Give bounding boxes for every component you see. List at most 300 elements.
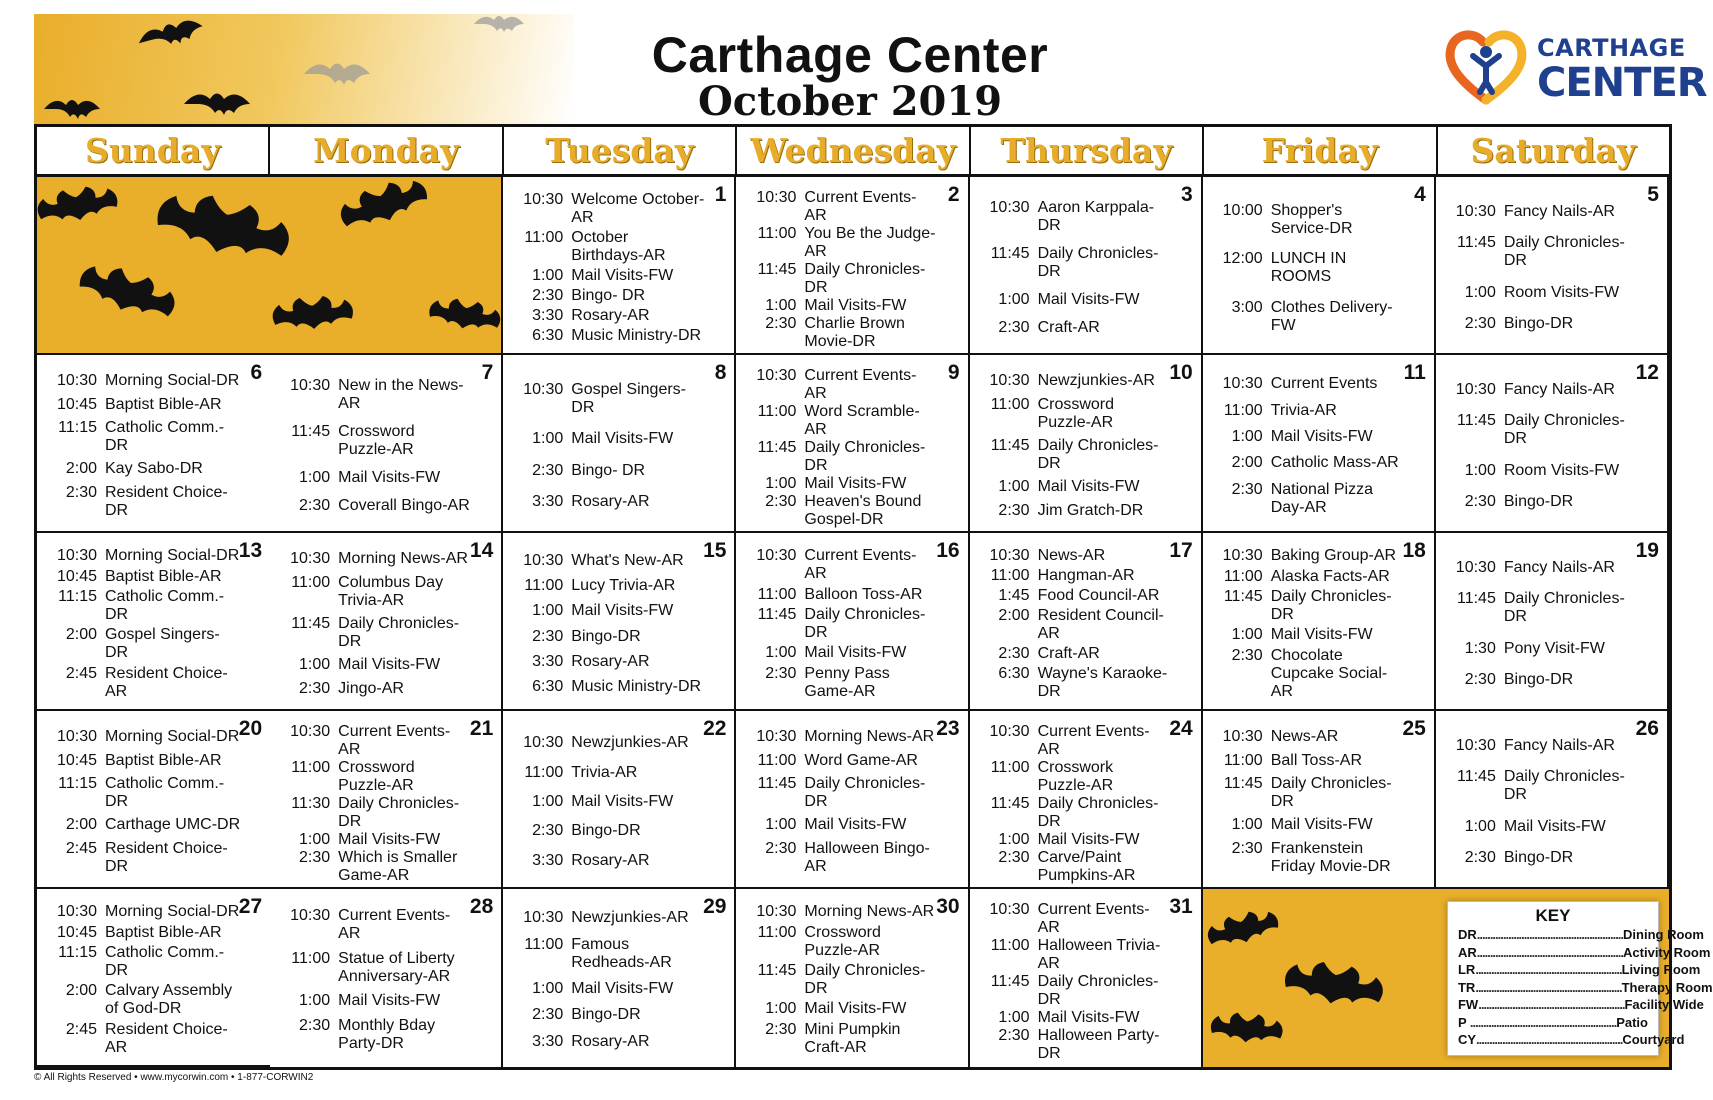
event-name: Penny Pass Game-AR bbox=[804, 664, 890, 700]
event-list bbox=[509, 189, 704, 347]
weekday-sunday: Sunday bbox=[37, 127, 270, 174]
event-time: 2:00 bbox=[65, 626, 97, 644]
event-time: 2:30 bbox=[532, 461, 564, 479]
event-item bbox=[276, 950, 471, 986]
day-cell bbox=[270, 711, 503, 889]
weekday-header bbox=[37, 127, 1669, 177]
event-time: 10:30 bbox=[989, 199, 1030, 216]
event-item bbox=[976, 199, 1171, 235]
event-time: 12:00 bbox=[1222, 250, 1263, 267]
event-item bbox=[276, 656, 471, 674]
event-name: Mail Visits-FW bbox=[338, 469, 441, 486]
event-item bbox=[276, 469, 471, 487]
event-name: Carve/Paint Pumpkins-AR bbox=[1037, 849, 1136, 884]
event-name: Baptist Bible-AR bbox=[105, 395, 222, 413]
event-time: 2:30 bbox=[299, 849, 331, 866]
event-item bbox=[1209, 816, 1404, 834]
event-item bbox=[276, 992, 471, 1010]
event-item bbox=[1209, 428, 1404, 446]
event-time: 10:30 bbox=[290, 907, 331, 925]
event-time: 11:45 bbox=[990, 973, 1030, 990]
key-meaning: Living Room bbox=[1621, 962, 1701, 977]
day-number: 14 bbox=[469, 539, 494, 562]
event-time: 1:00 bbox=[998, 478, 1030, 496]
event-item bbox=[1209, 250, 1404, 286]
event-name: Music Ministry-DR bbox=[571, 327, 702, 344]
event-item bbox=[1442, 818, 1637, 836]
event-item bbox=[1209, 202, 1404, 238]
day-cell bbox=[970, 355, 1203, 533]
event-time: 10:30 bbox=[756, 728, 797, 746]
event-name: Daily Chronicles-DR bbox=[1503, 234, 1625, 270]
key-leader-dots: ........................................................ bbox=[1476, 944, 1624, 960]
footer-copyright: © All Rights Reserved • www.mycorwin.com • 1-877-CORWIN2 bbox=[34, 1072, 314, 1083]
event-item bbox=[1209, 375, 1404, 393]
weekday-monday: Monday bbox=[270, 127, 503, 174]
event-name: Gospel Singers- DR bbox=[105, 626, 220, 662]
month-title: October 2019 bbox=[697, 78, 1003, 125]
event-item bbox=[976, 759, 1171, 795]
event-name: Current Events-AR bbox=[804, 189, 917, 224]
event-item bbox=[976, 245, 1171, 281]
key-row bbox=[1457, 944, 1711, 962]
key-code: P bbox=[1457, 1014, 1467, 1030]
logo-text-line1: CARTHAGE bbox=[1537, 34, 1686, 62]
event-time: 11:45 bbox=[291, 423, 331, 440]
event-item bbox=[1442, 768, 1637, 804]
event-time: 10:30 bbox=[1455, 558, 1496, 576]
event-item bbox=[509, 307, 704, 325]
event-name: Daily Chronicles-DR bbox=[1037, 245, 1159, 280]
location-key bbox=[1447, 901, 1713, 1056]
day-cell bbox=[736, 889, 969, 1067]
key-meaning: Therapy Room bbox=[1621, 979, 1713, 995]
event-name: Clothes Delivery-FW bbox=[1270, 298, 1393, 334]
event-name: Balloon Toss-AR bbox=[804, 585, 923, 603]
event-time: 1:30 bbox=[1464, 639, 1496, 657]
event-item bbox=[976, 291, 1171, 309]
event-item bbox=[742, 403, 937, 439]
event-item bbox=[742, 586, 937, 604]
key-meaning: Courtyard bbox=[1622, 1032, 1685, 1047]
event-time: 11:45 bbox=[757, 439, 797, 456]
event-name: Hangman-AR bbox=[1037, 567, 1135, 584]
event-name: Mail Visits-FW bbox=[338, 656, 441, 674]
event-item bbox=[1442, 559, 1637, 577]
calendar-grid bbox=[37, 177, 1713, 1067]
event-time: 2:30 bbox=[299, 497, 331, 514]
event-name: Current Events bbox=[1270, 375, 1378, 393]
event-list bbox=[976, 901, 1171, 1062]
key-meaning: Activity Room bbox=[1623, 944, 1711, 960]
event-time: 2:30 bbox=[765, 839, 797, 857]
event-time: 10:30 bbox=[523, 734, 564, 752]
event-item bbox=[1209, 775, 1404, 811]
event-item bbox=[742, 775, 937, 811]
event-name: Craft-AR bbox=[1037, 319, 1100, 336]
event-time: 1:00 bbox=[998, 291, 1030, 308]
event-item bbox=[976, 567, 1171, 585]
event-name: Aaron Karppala-DR bbox=[1037, 199, 1155, 234]
event-name: Newzjunkies-AR bbox=[571, 909, 689, 927]
event-item bbox=[509, 764, 704, 782]
event-name: Monthly Bday Party-DR bbox=[338, 1016, 436, 1052]
event-name: Daily Chronicles-DR bbox=[1503, 412, 1625, 448]
event-name: Kay Sabo-DR bbox=[105, 460, 203, 478]
event-name: Bingo-DR bbox=[1503, 671, 1574, 689]
event-item bbox=[43, 728, 240, 746]
day-cell bbox=[37, 711, 270, 889]
event-name: Resident Council-AR bbox=[1037, 607, 1164, 642]
event-time: 3:30 bbox=[532, 1032, 564, 1050]
event-name: Fancy Nails-AR bbox=[1503, 558, 1615, 576]
event-list bbox=[742, 545, 937, 703]
event-time: 2:30 bbox=[1231, 646, 1263, 664]
event-name: Daily Chronicles-DR bbox=[1037, 436, 1159, 472]
event-name: Halloween Trivia-AR bbox=[1037, 937, 1161, 972]
event-list bbox=[509, 367, 704, 525]
day-number: 24 bbox=[1169, 717, 1193, 740]
event-name: Mail Visits-FW bbox=[804, 297, 907, 314]
day-number: 3 bbox=[1181, 183, 1193, 206]
event-item bbox=[509, 793, 704, 811]
event-item bbox=[1442, 381, 1637, 399]
key-code: LR bbox=[1457, 962, 1476, 977]
event-list bbox=[1442, 189, 1637, 347]
event-name: Welcome October-AR bbox=[571, 191, 705, 226]
event-time: 2:30 bbox=[1464, 315, 1496, 333]
weekday-saturday: Saturday bbox=[1470, 131, 1636, 170]
event-time: 2:30 bbox=[299, 679, 331, 697]
day-number: 17 bbox=[1169, 539, 1193, 562]
event-item bbox=[43, 419, 240, 455]
decorative-bat-panel bbox=[37, 177, 503, 355]
event-item bbox=[43, 372, 240, 390]
key-code: DR bbox=[1457, 927, 1477, 942]
event-item bbox=[976, 795, 1171, 831]
event-time: 2:30 bbox=[1464, 493, 1496, 511]
event-time: 2:00 bbox=[1231, 454, 1263, 472]
event-item bbox=[1209, 454, 1404, 472]
event-name: Bingo-DR bbox=[571, 627, 641, 645]
event-name: Rosary-AR bbox=[571, 851, 650, 869]
key-leader-dots: ........................................................ bbox=[1476, 927, 1624, 942]
day-number: 21 bbox=[469, 717, 494, 740]
event-item bbox=[1209, 402, 1404, 420]
day-number: 18 bbox=[1402, 539, 1426, 562]
weekday-tuesday: Tuesday bbox=[504, 127, 737, 174]
event-name: Music Ministry-DR bbox=[571, 677, 702, 695]
key-meaning: Patio bbox=[1616, 1014, 1648, 1030]
event-time: 1:00 bbox=[998, 831, 1030, 848]
event-list bbox=[742, 901, 937, 1059]
event-name: Crossword Puzzle-AR bbox=[1037, 395, 1115, 431]
day-number: 13 bbox=[238, 539, 263, 562]
event-item bbox=[742, 962, 937, 998]
carthage-logo bbox=[1445, 26, 1707, 106]
event-name: Alaska Facts-AR bbox=[1270, 567, 1390, 585]
event-name: Mail Visits-FW bbox=[804, 1000, 907, 1018]
event-time: 11:00 bbox=[524, 229, 564, 246]
weekday-friday: Friday bbox=[1204, 127, 1437, 174]
event-name: Daily Chronicles-DR bbox=[338, 795, 460, 830]
event-time: 11:45 bbox=[291, 614, 331, 632]
weekday-wednesday: Wednesday bbox=[737, 127, 970, 174]
event-time: 1:00 bbox=[765, 475, 797, 492]
event-name: Mail Visits-FW bbox=[1037, 291, 1140, 308]
event-time: 2:45 bbox=[65, 1020, 97, 1038]
day-number: 31 bbox=[1169, 895, 1193, 918]
event-time: 1:00 bbox=[1464, 461, 1496, 479]
event-item bbox=[43, 816, 240, 834]
event-name: Rosary-AR bbox=[571, 307, 650, 324]
event-name: Daily Chronicles-DR bbox=[804, 439, 926, 474]
event-item bbox=[742, 606, 937, 642]
day-number: 1 bbox=[714, 183, 727, 206]
event-time: 1:00 bbox=[532, 979, 564, 997]
event-time: 10:30 bbox=[56, 547, 97, 565]
event-list bbox=[509, 723, 704, 881]
event-item bbox=[509, 267, 704, 285]
event-item bbox=[1442, 315, 1637, 333]
event-item bbox=[976, 665, 1171, 701]
event-item bbox=[742, 493, 937, 529]
event-item bbox=[509, 191, 704, 227]
event-time: 1:00 bbox=[765, 297, 797, 314]
event-item bbox=[43, 665, 240, 701]
event-item bbox=[509, 327, 704, 345]
event-time: 10:45 bbox=[56, 567, 97, 585]
bat-pattern bbox=[37, 177, 501, 353]
event-time: 11:45 bbox=[757, 774, 797, 792]
event-list bbox=[1442, 367, 1637, 525]
day-cell bbox=[1436, 711, 1669, 889]
event-name: Daily Chronicles-DR bbox=[1037, 795, 1159, 830]
event-time: 11:00 bbox=[990, 395, 1030, 413]
event-time: 3:30 bbox=[532, 851, 564, 869]
day-cell bbox=[736, 711, 969, 889]
event-time: 10:45 bbox=[56, 923, 97, 941]
event-time: 10:30 bbox=[56, 728, 97, 746]
event-item bbox=[976, 319, 1171, 337]
key-code: AR bbox=[1457, 944, 1477, 960]
event-item bbox=[1209, 481, 1404, 517]
event-time: 10:30 bbox=[523, 909, 564, 927]
event-time: 1:00 bbox=[532, 602, 564, 620]
event-name: New in the News-AR bbox=[338, 377, 464, 412]
event-item bbox=[976, 547, 1171, 565]
event-item bbox=[742, 261, 937, 297]
event-time: 2:00 bbox=[65, 982, 97, 1000]
event-time: 11:45 bbox=[1456, 412, 1496, 430]
event-name: Daily Chronicles-DR bbox=[804, 261, 926, 296]
event-name: Mail Visits-FW bbox=[1503, 817, 1606, 835]
event-item bbox=[43, 752, 240, 770]
event-list bbox=[976, 189, 1171, 347]
event-name: Which is Smaller Game-AR bbox=[338, 849, 458, 884]
event-name: Morning Social-DR bbox=[105, 547, 240, 565]
event-time: 11:00 bbox=[757, 585, 797, 603]
event-item bbox=[509, 1033, 704, 1051]
event-name: Mail Visits-FW bbox=[571, 979, 674, 997]
event-time: 10:30 bbox=[1222, 728, 1263, 746]
event-list bbox=[276, 545, 471, 703]
event-time: 2:30 bbox=[998, 1027, 1030, 1044]
event-item bbox=[1209, 728, 1404, 746]
event-name: Bingo-DR bbox=[571, 822, 641, 840]
event-time: 11:30 bbox=[291, 795, 331, 812]
event-name: Newzjunkies-AR bbox=[1037, 372, 1155, 390]
event-time: 2:00 bbox=[998, 607, 1030, 624]
event-item bbox=[509, 852, 704, 870]
event-item bbox=[976, 372, 1171, 390]
event-item bbox=[742, 728, 937, 746]
event-item bbox=[509, 653, 704, 671]
event-time: 11:00 bbox=[757, 923, 797, 941]
event-time: 2:00 bbox=[65, 460, 97, 478]
day-cell bbox=[37, 533, 270, 711]
event-item bbox=[43, 484, 240, 520]
event-name: Daily Chronicles-DR bbox=[1270, 587, 1392, 623]
event-time: 1:00 bbox=[1231, 816, 1263, 834]
event-name: Bingo-DR bbox=[1503, 849, 1574, 867]
event-name: Lucy Trivia-AR bbox=[571, 577, 676, 595]
event-item bbox=[1209, 299, 1404, 335]
event-item bbox=[976, 1009, 1171, 1027]
event-name: Mail Visits-FW bbox=[571, 267, 674, 284]
event-time: 11:45 bbox=[990, 795, 1030, 812]
event-item bbox=[509, 822, 704, 840]
event-name: Catholic Comm.-DR bbox=[105, 943, 225, 979]
event-item bbox=[276, 497, 471, 515]
event-time: 1:00 bbox=[765, 644, 797, 662]
event-time: 10:30 bbox=[989, 372, 1030, 390]
event-time: 6:30 bbox=[532, 677, 564, 695]
event-item bbox=[976, 607, 1171, 643]
event-time: 2:30 bbox=[532, 287, 564, 304]
event-name: Frankenstein Friday Movie-DR bbox=[1270, 839, 1391, 875]
event-list bbox=[43, 367, 240, 525]
event-name: Room Visits-FW bbox=[1503, 283, 1620, 301]
calendar bbox=[34, 124, 1713, 1070]
event-name: Shopper's Service-DR bbox=[1270, 201, 1353, 237]
event-time: 2:30 bbox=[1231, 480, 1263, 498]
event-name: Trivia-AR bbox=[571, 763, 638, 781]
event-item bbox=[1209, 752, 1404, 770]
event-name: Crossword Puzzle-AR bbox=[804, 923, 881, 959]
day-cell bbox=[1436, 177, 1669, 355]
event-name: News-AR bbox=[1037, 547, 1106, 564]
event-time: 1:00 bbox=[532, 792, 564, 810]
event-name: Daily Chronicles-DR bbox=[804, 961, 926, 997]
event-name: Catholic Comm.-DR bbox=[105, 774, 225, 810]
event-name: Crossword Puzzle-AR bbox=[338, 423, 415, 458]
event-name: You Be the Judge-AR bbox=[804, 225, 936, 260]
event-item bbox=[276, 680, 471, 698]
event-name: Fancy Nails-AR bbox=[1503, 202, 1615, 220]
event-item bbox=[742, 297, 937, 315]
day-cell bbox=[1203, 177, 1436, 355]
event-time: 1:00 bbox=[299, 992, 331, 1010]
event-name: Rosary-AR bbox=[571, 1032, 650, 1050]
event-time: 10:30 bbox=[1455, 380, 1496, 398]
event-time: 11:15 bbox=[58, 587, 97, 605]
event-name: Columbus Day Trivia-AR bbox=[338, 573, 444, 609]
event-list bbox=[1209, 367, 1404, 525]
event-time: 2:30 bbox=[532, 1006, 564, 1024]
event-time: 1:00 bbox=[998, 1009, 1030, 1026]
event-name: Bingo- DR bbox=[571, 287, 646, 304]
event-time: 2:30 bbox=[532, 627, 564, 645]
event-item bbox=[742, 816, 937, 834]
event-time: 10:30 bbox=[290, 377, 331, 394]
event-time: 11:45 bbox=[757, 605, 797, 623]
event-item bbox=[43, 903, 240, 921]
day-cell bbox=[736, 177, 969, 355]
event-name: Daily Chronicles-DR bbox=[338, 614, 460, 650]
event-time: 2:30 bbox=[998, 319, 1030, 336]
event-item bbox=[742, 665, 937, 701]
event-time: 2:30 bbox=[1464, 671, 1496, 689]
event-name: Crossword Puzzle-AR bbox=[338, 759, 415, 794]
event-time: 11:00 bbox=[990, 759, 1030, 776]
event-name: Mail Visits-FW bbox=[1037, 478, 1140, 496]
event-item bbox=[1442, 640, 1637, 658]
event-time: 10:30 bbox=[290, 723, 331, 740]
day-number: 28 bbox=[469, 895, 494, 918]
key-code: TR bbox=[1457, 979, 1476, 995]
event-list bbox=[1209, 723, 1404, 881]
event-item bbox=[509, 936, 704, 972]
day-cell bbox=[970, 889, 1203, 1067]
event-list bbox=[1209, 189, 1404, 347]
event-time: 11:45 bbox=[1456, 590, 1496, 608]
event-item bbox=[742, 644, 937, 662]
event-name: Mail Visits-FW bbox=[571, 430, 674, 448]
key-row bbox=[1457, 961, 1701, 979]
event-time: 3:30 bbox=[532, 493, 564, 511]
event-item bbox=[976, 645, 1171, 663]
event-item bbox=[509, 381, 704, 417]
event-item bbox=[276, 615, 471, 651]
event-item bbox=[976, 396, 1171, 432]
event-name: Bingo- DR bbox=[571, 461, 646, 479]
event-item bbox=[276, 759, 471, 795]
event-item bbox=[43, 588, 240, 624]
event-name: Mail Visits-FW bbox=[1270, 427, 1373, 445]
event-name: Calvary Assembly of God-DR bbox=[105, 982, 233, 1018]
day-number: 20 bbox=[238, 717, 263, 740]
event-time: 2:30 bbox=[765, 315, 797, 332]
event-name: Trivia-AR bbox=[1270, 401, 1337, 419]
event-time: 6:30 bbox=[998, 665, 1030, 682]
event-item bbox=[509, 287, 704, 305]
event-item bbox=[509, 678, 704, 696]
event-time: 11:45 bbox=[990, 245, 1030, 262]
event-item bbox=[1442, 737, 1637, 755]
event-name: Current Events-AR bbox=[804, 367, 917, 402]
event-time: 11:00 bbox=[1223, 751, 1263, 769]
day-cell bbox=[1203, 711, 1436, 889]
event-item bbox=[1209, 547, 1404, 565]
heart-person-icon bbox=[1445, 26, 1527, 106]
event-name: Mini Pumpkin Craft-AR bbox=[804, 1020, 901, 1056]
event-name: Fancy Nails-AR bbox=[1503, 380, 1615, 398]
event-time: 11:00 bbox=[291, 573, 331, 591]
day-number: 30 bbox=[936, 895, 960, 918]
event-item bbox=[276, 849, 471, 885]
event-item bbox=[509, 577, 704, 595]
